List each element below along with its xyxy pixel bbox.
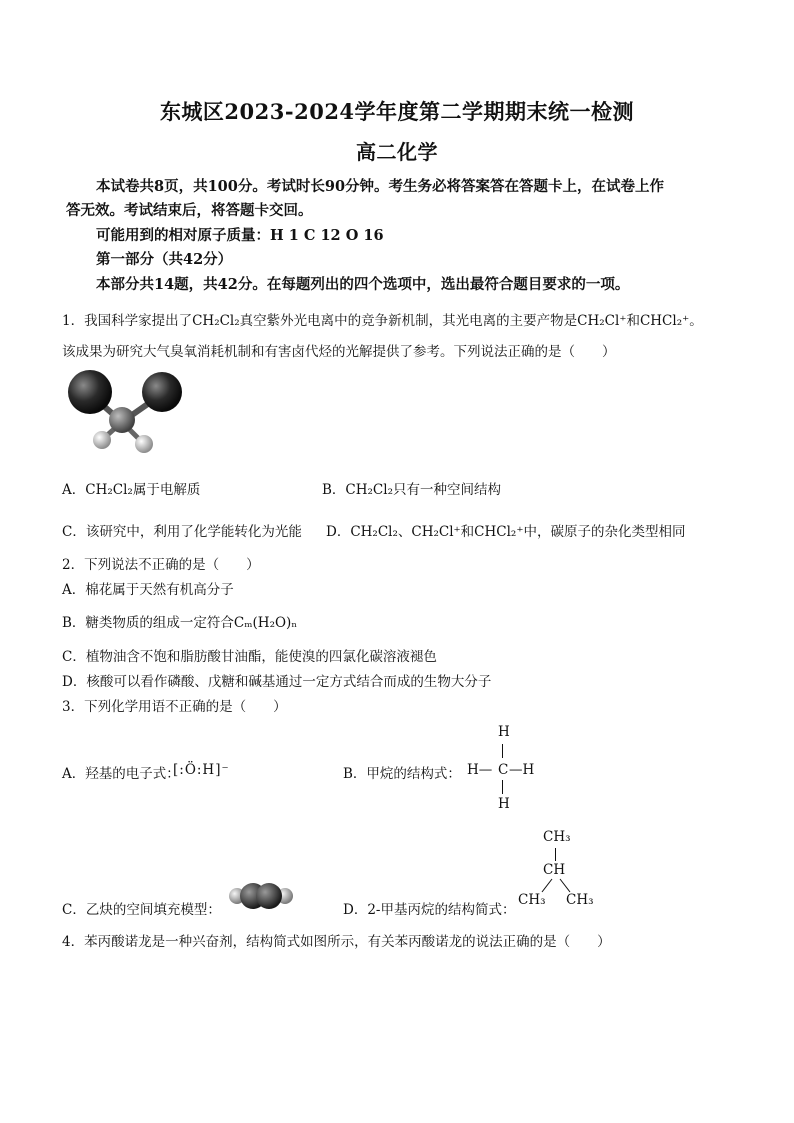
isobutane-left-ch3: CH₃ [518,892,546,908]
intro-line-2: 答无效。考试结束后，将答题卡交回。 [66,202,313,219]
isobutane-right-ch3: CH₃ [566,892,594,908]
q2-option-d: D．核酸可以看作磷酸、戊糖和碱基通过一定方式结合而成的生物大分子 [62,674,492,690]
q3-option-b-label: B．甲烷的结构式： [343,766,461,782]
q1-option-b: B．CH₂Cl₂只有一种空间结构 [322,482,501,498]
methane-bottom-h: H [498,796,510,812]
q3-stem: 3．下列化学用语不正确的是（ ） [62,699,287,715]
q3-option-d-label: D．2-甲基丙烷的结构简式： [343,902,516,918]
ch2cl2-ball-stick-model-icon [62,364,192,459]
part-one-description: 本部分共14题，共42分。在每题列出的四个选项中，选出最符合题目要求的一项。 [96,276,630,293]
methane-left-h: H— [467,762,493,778]
q2-option-b: B．糖类物质的组成一定符合Cₘ(H₂O)ₙ [62,615,298,631]
intro-line-1: 本试卷共8页，共100分。考试时长90分钟。考生务必将答案答在答题卡上，在试卷上作 [96,178,665,195]
q2-option-a: A．棉花属于天然有机高分子 [62,582,234,598]
acetylene-space-filling-model-icon [228,881,294,911]
q2-option-c: C．植物油含不饱和脂肪酸甘油酯，能使溴的四氯化碳溶液褪色 [62,649,437,665]
q4-stem: 4．苯丙酸诺龙是一种兴奋剂，结构简式如图所示，有关苯丙酸诺龙的说法正确的是（ ） [62,934,611,950]
q1-option-d: D．CH₂Cl₂、CH₂Cl⁺和CHCl₂⁺中，碳原子的杂化类型相同 [326,524,686,540]
isobutane-ch: CH [543,862,566,878]
q1-option-a: A．CH₂Cl₂属于电解质 [62,482,201,498]
q2-stem: 2．下列说法不正确的是（ ） [62,557,260,573]
methane-bond-top [502,744,503,758]
exam-title: 东城区2023-2024学年度第二学期期末统一检测 [159,99,635,124]
part-one-heading: 第一部分（共42分） [96,251,233,268]
isobutane-bond-top [555,848,556,861]
isobutane-top-ch3: CH₃ [543,829,571,845]
hydroxyl-electron-formula: [:Ö:H]⁻ [173,762,230,778]
q1-stem-line-1: 1．我国科学家提出了CH₂Cl₂真空紫外光电离中的竞争新机制，其光电离的主要产物是CH₂Cl⁺和CHCl₂⁺。 [62,313,703,329]
q3-option-c-label: C．乙炔的空间填充模型： [62,902,221,918]
methane-top-h: H [498,724,510,740]
methane-carbon: C [498,762,509,778]
atomic-mass-line: 可能用到的相对原子质量：H 1 C 12 O 16 [96,227,384,244]
q3-option-a-label: A．羟基的电子式： [62,766,180,782]
methane-right-h: —H [509,762,535,778]
methane-bond-bottom [502,780,503,794]
q1-option-c: C．该研究中，利用了化学能转化为光能 [62,524,302,540]
q1-stem-line-2: 该成果为研究大气臭氧消耗机制和有害卤代烃的光解提供了参考。下列说法正确的是（ ） [62,344,616,360]
exam-subtitle: 高二化学 [356,140,438,164]
